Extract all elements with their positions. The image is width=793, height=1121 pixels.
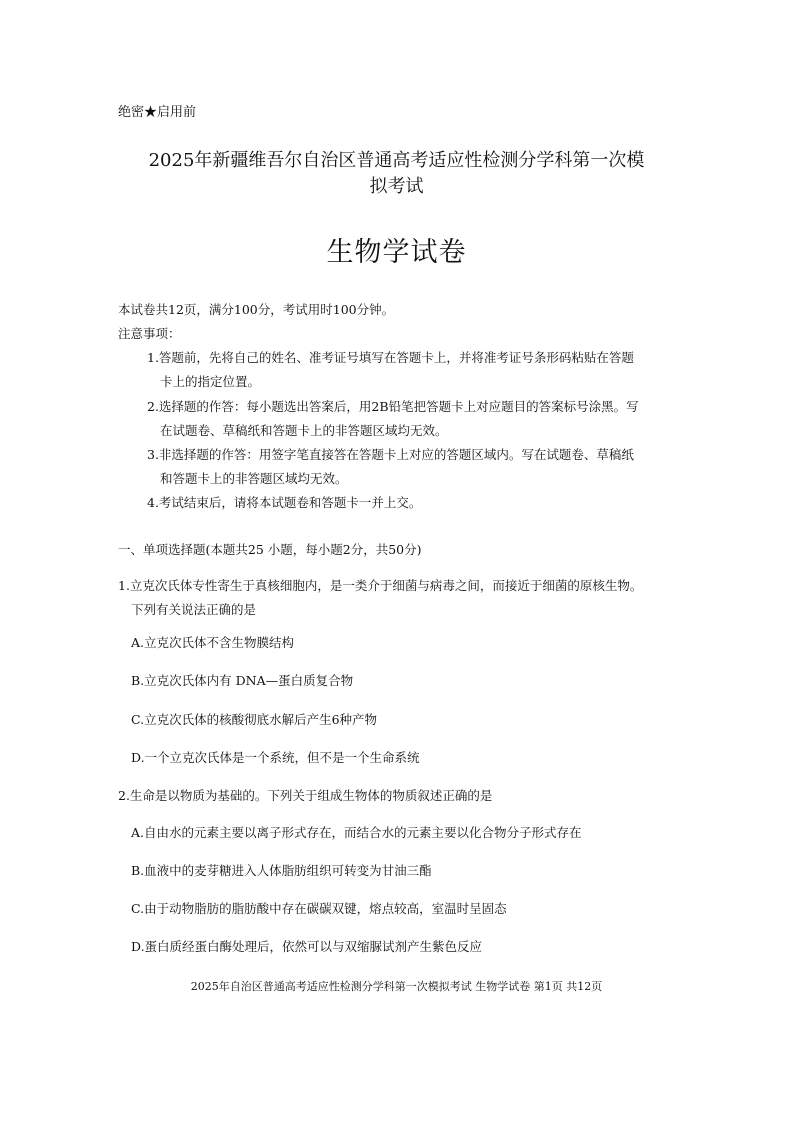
section-heading: 一、单项选择题(本题共25 小题，每小题2分，共50分)	[118, 542, 422, 557]
answer-option: D.蛋白质经蛋白酶处理后，依然可以与双缩脲试剂产生紫色反应	[131, 939, 483, 954]
exam-title-line-2: 拟考试	[369, 176, 424, 197]
question-stem: 2.生命是以物质为基础的。下列关于组成生物体的物质叙述正确的是	[118, 788, 493, 803]
notice-item: 1.答题前，先将自己的姓名、准考证号填写在答题卡上，并将准考证号条形码粘贴在答题	[147, 350, 634, 365]
question-stem: 下列有关说法正确的是	[131, 602, 257, 617]
notice-item: 和答题卡上的非答题区域均无效。	[160, 471, 348, 486]
notice-heading: 注意事项：	[118, 326, 181, 341]
answer-option: C.立克次氏体的核酸彻底水解后产生6种产物	[131, 712, 378, 727]
exam-intro: 本试卷共12页，满分100分，考试用时100分钟。	[118, 302, 395, 317]
notice-item: 3.非选择题的作答：用签字笔直接答在答题卡上对应的答题区域内。写在试题卷、草稿纸	[147, 447, 634, 462]
answer-option: A.自由水的元素主要以离子形式存在，而结合水的元素主要以化合物分子形式存在	[131, 825, 582, 840]
notice-item: 卡上的指定位置。	[160, 374, 261, 389]
answer-option: D.一个立克次氏体是一个系统，但不是一个生命系统	[131, 750, 420, 765]
notice-item: 在试题卷、草稿纸和答题卡上的非答题区域均无效。	[160, 423, 448, 438]
confidential-mark: 绝密★启用前	[118, 105, 197, 120]
answer-option: B.血液中的麦芽糖进入人体脂肪组织可转变为甘油三酯	[131, 863, 432, 878]
question-stem: 1.立克次氏体专性寄生于真核细胞内，是一类介于细菌与病毒之间，而接近于细菌的原核生物。	[118, 578, 643, 593]
answer-option: A.立克次氏体不含生物膜结构	[131, 635, 295, 650]
exam-title-line-1: 2025年新疆维吾尔自治区普通高考适应性检测分学科第一次模	[148, 150, 645, 171]
page-footer: 2025年自治区普通高考适应性检测分学科第一次模拟考试 生物学试卷 第1页 共12页	[190, 980, 603, 993]
subject-title: 生物学试卷	[326, 237, 467, 268]
answer-option: B.立克次氏体内有 DNA—蛋白质复合物	[131, 673, 354, 688]
notice-item: 4.考试结束后，请将本试题卷和答题卡一并上交。	[147, 495, 422, 510]
notice-item: 2.选择题的作答：每小题选出答案后，用2B铅笔把答题卡上对应题目的答案标号涂黑。写	[147, 399, 639, 414]
answer-option: C.由于动物脂肪的脂肪酸中存在碳碳双键，熔点较高，室温时呈固态	[131, 901, 507, 916]
